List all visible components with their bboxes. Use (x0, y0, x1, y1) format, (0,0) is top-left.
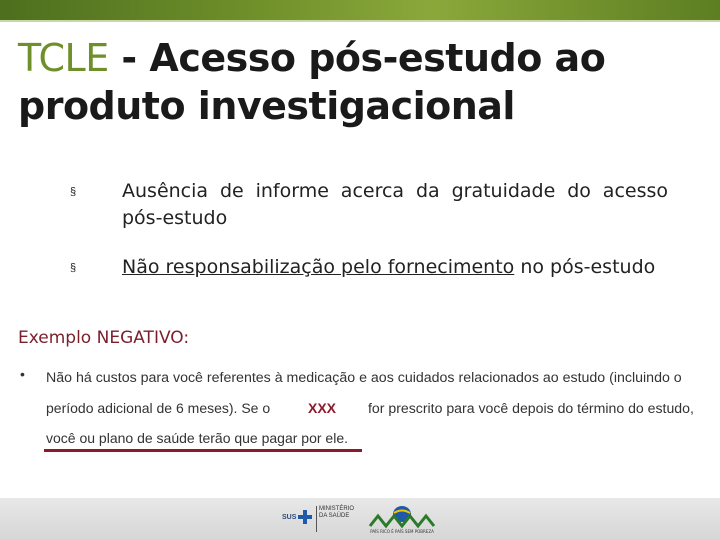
slide-title (18, 34, 708, 130)
bullet-marker: § (70, 186, 77, 198)
bullet-item-2-rest: no pós-estudo (514, 256, 656, 278)
example-line-2b: for prescrito para você depois do término do estudo, (368, 400, 694, 416)
brasil-logo (366, 504, 438, 534)
example-line-2a: período adicional de 6 meses). Se o (46, 400, 271, 416)
title-rest: - Acesso pós-estudo ao produto investigacional (18, 36, 606, 128)
example-line-3: você ou plano de saúde terão que pagar por ele. (46, 430, 349, 446)
example-underline (44, 449, 362, 452)
example-label: Exemplo NEGATIVO: (18, 328, 190, 348)
bullet-marker: § (70, 262, 77, 274)
example-bullet-marker: • (20, 366, 25, 382)
footer-bar (0, 498, 720, 540)
bullet-item-2-underlined: Não responsabilização pelo fornecimento (122, 256, 515, 278)
bullet-item-2 (122, 254, 702, 281)
sus-logo-text: SUS (282, 514, 297, 521)
example-placeholder: XXX (308, 400, 337, 416)
top-band-divider (0, 20, 720, 22)
top-decorative-band (0, 0, 720, 20)
brasil-tagline: PAÍS RICO É PAÍS SEM POBREZA (370, 529, 434, 534)
example-line-2 (46, 398, 270, 418)
logo-divider (316, 506, 317, 532)
ministerio-text: MINISTÉRIO DA SAÚDE (319, 506, 355, 519)
example-line-1: Não há custos para você referentes à medicação e aos cuidados relacionados ao estudo (incluindo o (46, 370, 682, 386)
sus-cross-icon (298, 510, 312, 524)
bullet-item-1: Ausência de informe acerca da gratuidade do acesso pós-estudo (122, 180, 668, 229)
title-accent: TCLE (18, 36, 109, 80)
